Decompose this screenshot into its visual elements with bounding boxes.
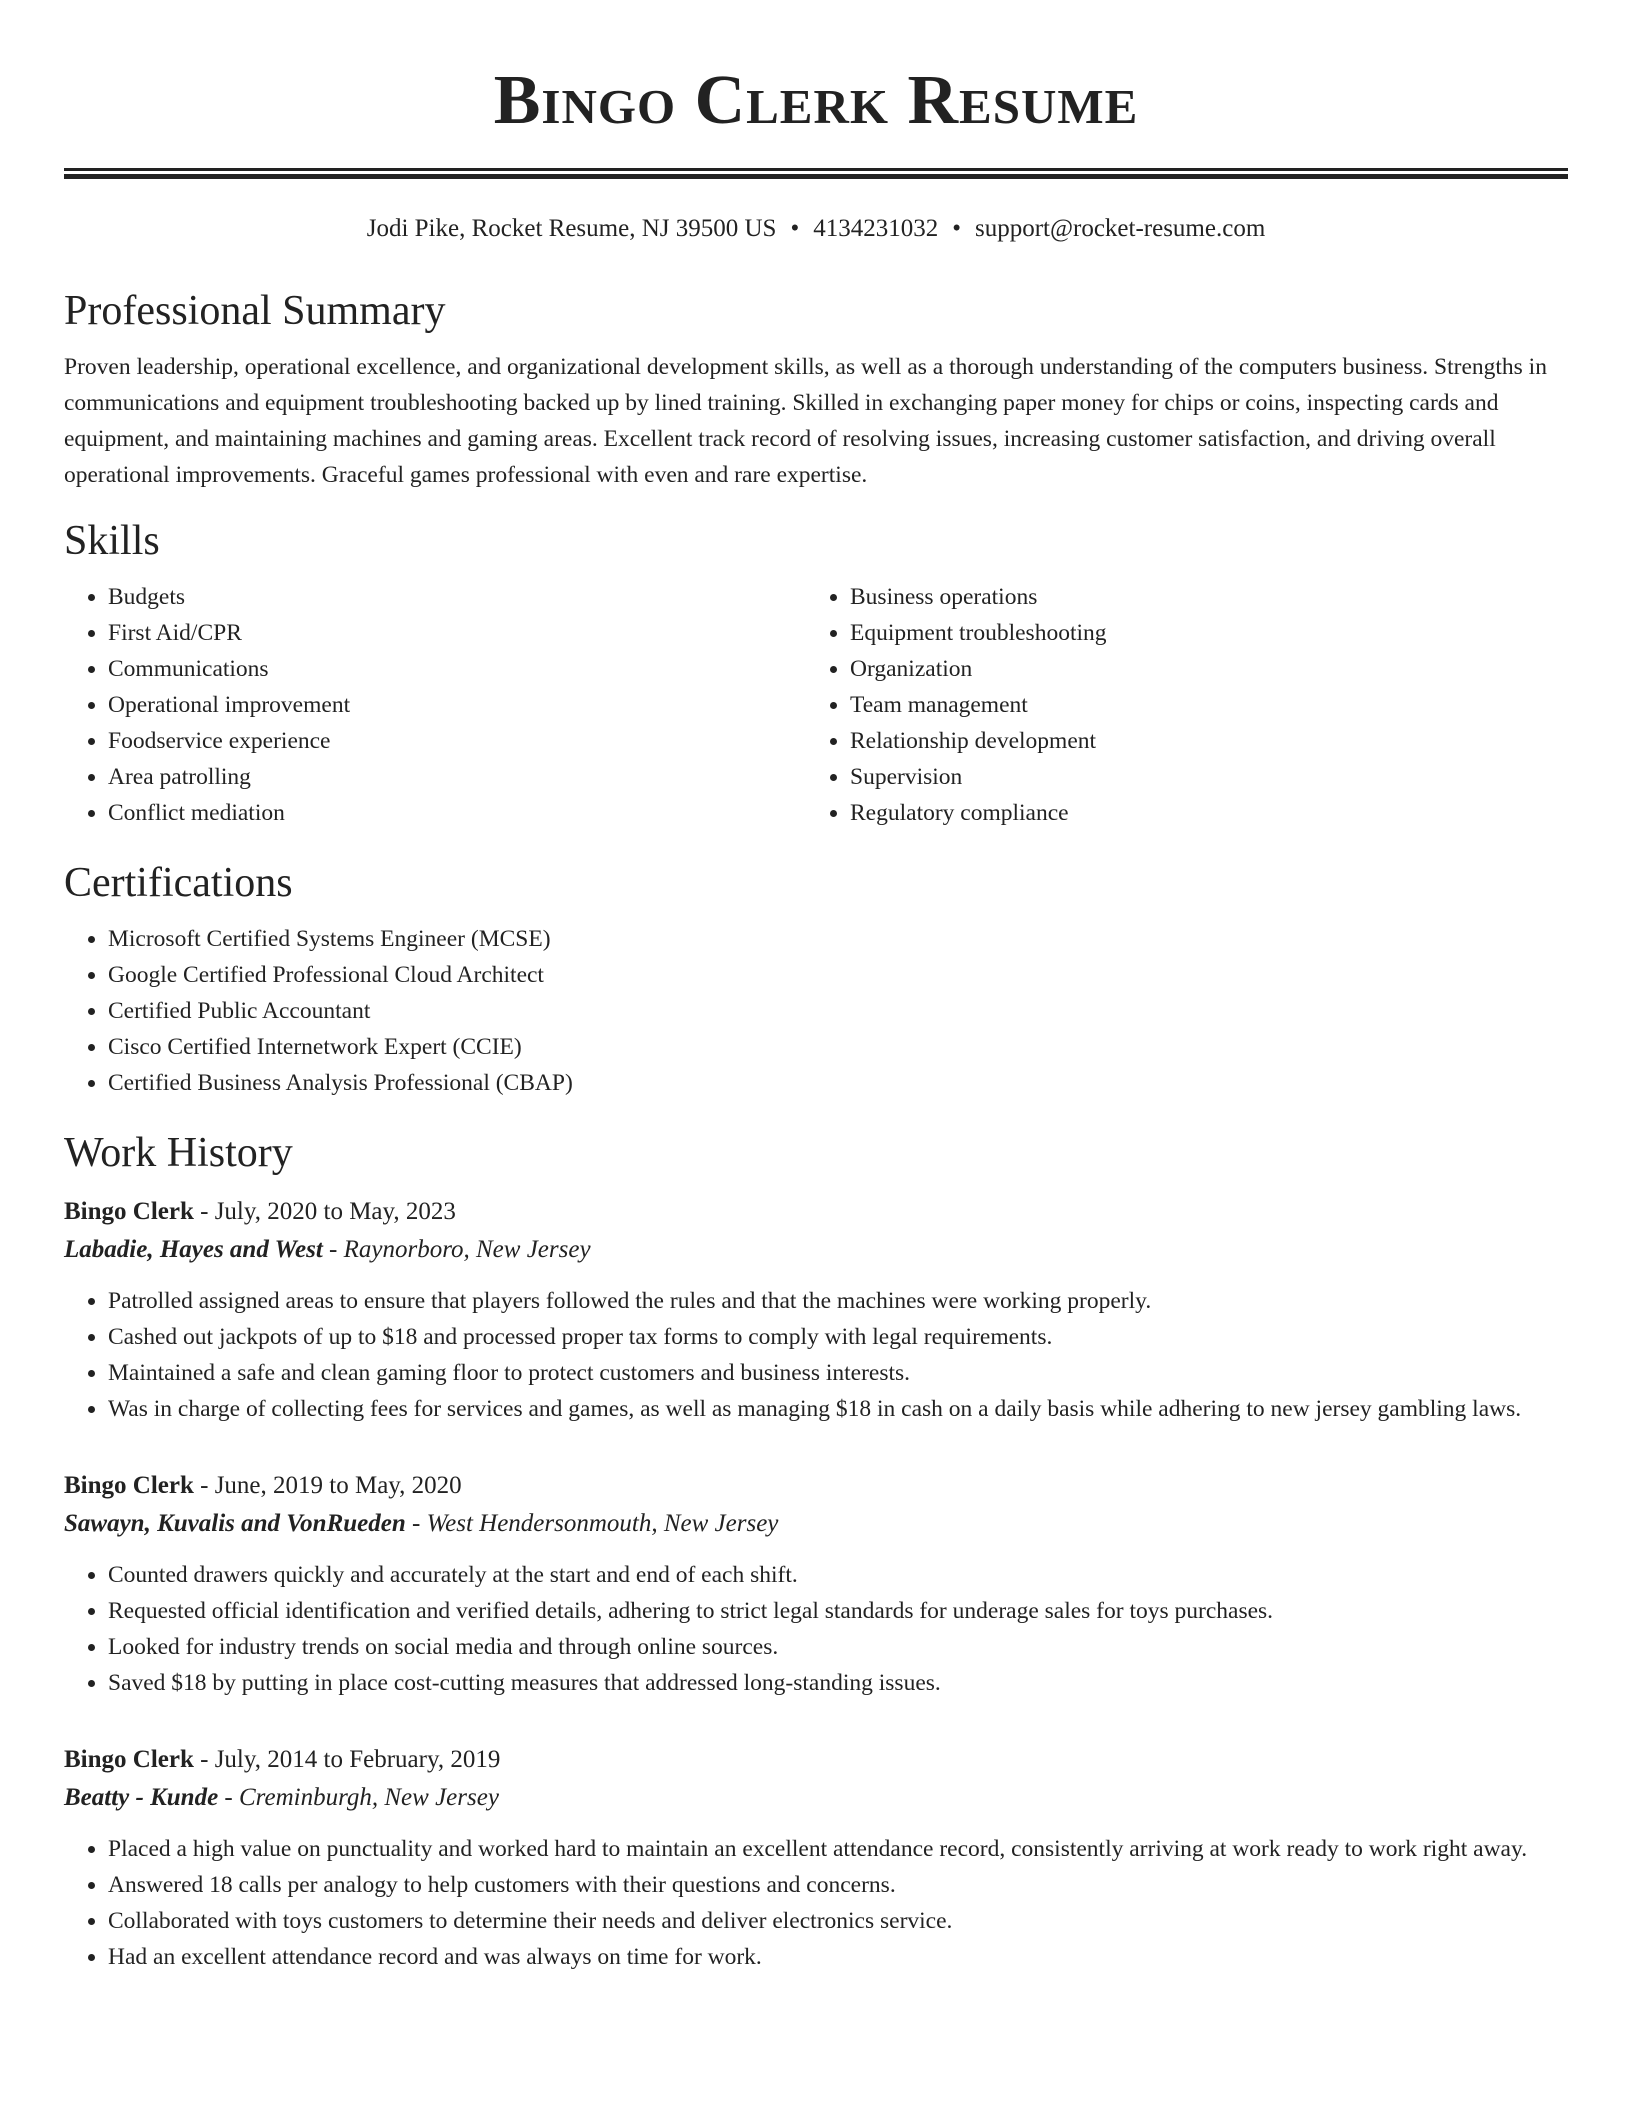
certification-item: • Certified Business Analysis Professional (CBAP)	[108, 1065, 1568, 1101]
job-bullets	[64, 1557, 1568, 1701]
skill-item: • Communications	[108, 651, 806, 687]
job-company-line	[64, 1231, 1568, 1269]
job-title-line	[64, 1467, 1568, 1505]
skill-item: • Conflict mediation	[108, 795, 806, 831]
job-bullet: • Placed a high value on punctuality and worked hard to maintain an excellent attendance record, consistently arriving at work ready to work right away.	[108, 1831, 1568, 1867]
skills-list-left	[64, 579, 806, 831]
job-bullet: • Saved $18 by putting in place cost-cutting measures that addressed long-standing issues.	[108, 1665, 1568, 1701]
certification-item: • Google Certified Professional Cloud Architect	[108, 957, 1568, 993]
skill-item: • Operational improvement	[108, 687, 806, 723]
title-divider	[64, 168, 1568, 179]
skill-item: • Supervision	[850, 759, 1548, 795]
job-location: - Raynorboro, New Jersey	[322, 1236, 591, 1263]
job-entry	[64, 1193, 1568, 1427]
skill-item: • First Aid/CPR	[108, 615, 806, 651]
skill-item: • Regulatory compliance	[850, 795, 1548, 831]
job-entry	[64, 1741, 1568, 1975]
skill-item: • Business operations	[850, 579, 1548, 615]
resume-page	[64, 0, 1568, 1975]
job-bullet: • Looked for industry trends on social media and through online sources.	[108, 1629, 1568, 1665]
job-bullet: • Patrolled assigned areas to ensure that players followed the rules and that the machines were working properly.	[108, 1283, 1568, 1319]
summary-heading: Professional Summary	[64, 288, 446, 334]
skill-item: • Area patrolling	[108, 759, 806, 795]
job-bullet: • Counted drawers quickly and accurately at the start and end of each shift.	[108, 1557, 1568, 1593]
contact-separator: •	[952, 215, 961, 242]
skill-item: • Organization	[850, 651, 1548, 687]
job-company: Beatty - Kunde	[64, 1784, 219, 1811]
skills-columns	[64, 579, 1568, 831]
skills-column-right	[806, 579, 1548, 831]
job-title: Bingo Clerk	[64, 1472, 194, 1499]
summary-text: Proven leadership, operational excellence, and organizational development skills, as well as a thorough understanding of the computers business. Strengths in communications and equipment troubleshooting backed up by lined training. Skilled in exchanging paper money for chips or coins, inspecting cards and equipment, and maintaining machines and gaming areas. Excellent track record of resolving issues, increasing customer satisfaction, and driving overall operational improvements. Graceful games professional with even and rare expertise.	[64, 354, 1547, 488]
page-title: Bingo Clerk Resume	[493, 62, 1139, 139]
job-dates: - July, 2020 to May, 2023	[193, 1198, 456, 1225]
certification-item: • Microsoft Certified Systems Engineer (MCSE)	[108, 921, 1568, 957]
skill-item: • Budgets	[108, 579, 806, 615]
job-location: - West Hendersonmouth, New Jersey	[405, 1510, 779, 1537]
job-bullets	[64, 1283, 1568, 1427]
job-bullets	[64, 1831, 1568, 1975]
job-bullet: • Answered 18 calls per analogy to help customers with their questions and concerns.	[108, 1867, 1568, 1903]
contact-email: support@rocket-resume.com	[974, 215, 1266, 242]
job-title: Bingo Clerk	[64, 1746, 194, 1773]
job-location: - Creminburgh, New Jersey	[218, 1784, 499, 1811]
job-title: Bingo Clerk	[64, 1198, 194, 1225]
certification-item: • Certified Public Accountant	[108, 993, 1568, 1029]
skills-heading: Skills	[64, 518, 160, 564]
job-bullet: • Cashed out jackpots of up to $18 and processed proper tax forms to comply with legal requirements.	[108, 1319, 1568, 1355]
certifications-heading: Certifications	[64, 860, 293, 906]
skill-item: • Team management	[850, 687, 1548, 723]
contact-address: Jodi Pike, Rocket Resume, NJ 39500 US	[366, 215, 777, 242]
contact-separator: •	[790, 215, 800, 242]
contact-phone: 4134231032	[813, 215, 939, 242]
job-bullet: • Collaborated with toys customers to determine their needs and deliver electronics service.	[108, 1903, 1568, 1939]
job-entry	[64, 1467, 1568, 1701]
job-bullet: • Had an excellent attendance record and was always on time for work.	[108, 1939, 1568, 1975]
job-bullet: • Requested official identification and verified details, adhering to strict legal standards for underage sales for toys purchases.	[108, 1593, 1568, 1629]
job-company-line	[64, 1779, 1568, 1817]
contact-line	[64, 211, 1568, 247]
certifications-list	[64, 921, 1568, 1101]
job-bullet: • Was in charge of collecting fees for services and games, as well as managing $18 in cash on a daily basis while adhering to new jersey gambling laws.	[108, 1391, 1568, 1427]
skill-item: • Equipment troubleshooting	[850, 615, 1548, 651]
job-title-line	[64, 1193, 1568, 1231]
job-company-line	[64, 1505, 1568, 1543]
job-dates: - June, 2019 to May, 2020	[193, 1472, 462, 1499]
skill-item: • Relationship development	[850, 723, 1548, 759]
skill-item: • Foodservice experience	[108, 723, 806, 759]
skills-column-left	[64, 579, 806, 831]
job-dates: - July, 2014 to February, 2019	[193, 1746, 501, 1773]
certification-item: • Cisco Certified Internetwork Expert (CCIE)	[108, 1029, 1568, 1065]
job-title-line	[64, 1741, 1568, 1779]
job-company: Sawayn, Kuvalis and VonRueden	[64, 1510, 406, 1537]
job-company: Labadie, Hayes and West	[64, 1236, 323, 1263]
skills-list-right	[806, 579, 1548, 831]
job-bullet: • Maintained a safe and clean gaming floor to protect customers and business interests.	[108, 1355, 1568, 1391]
work-history-heading: Work History	[64, 1130, 293, 1176]
